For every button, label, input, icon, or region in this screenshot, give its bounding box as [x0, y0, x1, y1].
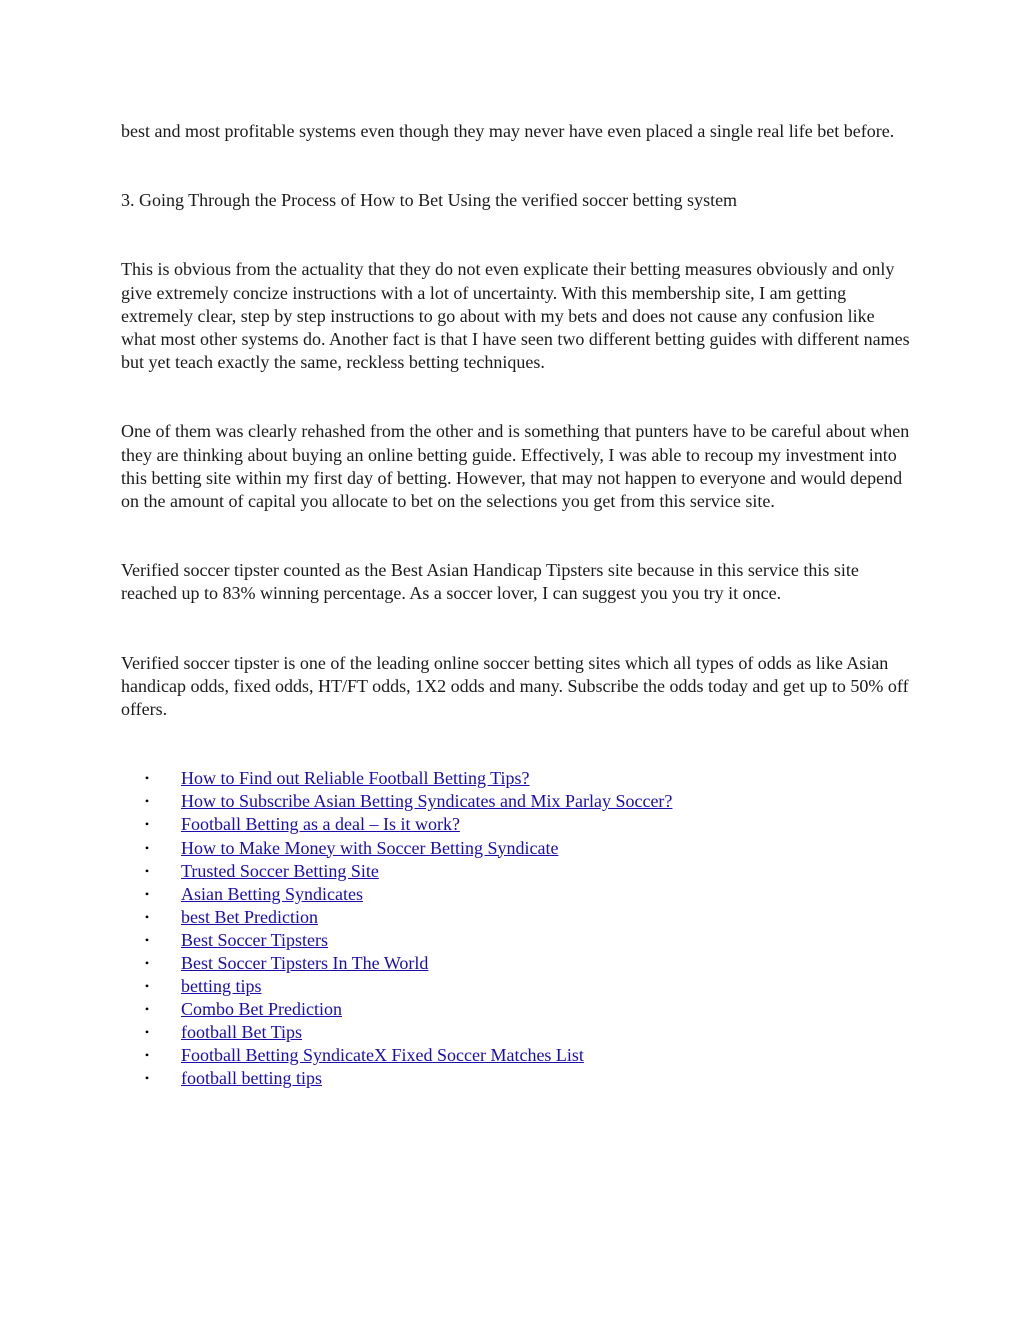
- link-subscribe-asian-betting-syndicates[interactable]: How to Subscribe Asian Betting Syndicates and Mix Parlay Soccer?: [181, 791, 673, 812]
- link-trusted-soccer-betting-site[interactable]: Trusted Soccer Betting Site: [181, 860, 379, 881]
- bullet-icon: •: [144, 1025, 150, 1040]
- list-item: [121, 906, 911, 929]
- list-item: [121, 790, 911, 813]
- list-item: [121, 1044, 911, 1067]
- document-body: [121, 120, 911, 1091]
- list-item: [121, 929, 911, 952]
- paragraph-asian-handicap: Verified soccer tipster counted as the Best Asian Handicap Tipsters site because in this service this site reached up to 83% winning percentage. As a soccer lover, I can suggest you you try it once.: [121, 560, 859, 604]
- link-betting-tips[interactable]: betting tips: [181, 976, 262, 997]
- paragraph-rehashed-guide: One of them was clearly rehashed from the other and is something that punters have to be careful about when they are thinking about buying an online betting guide. Effectively, I was able to recoup my investment into this betting site within my first day of betting. However, that may not happen to everyone and would depend on the amount of capital you allocate to bet on the selections you get from this service site.: [121, 421, 910, 512]
- paragraph-betting-measures: This is obvious from the actuality that they do not even explicate their betting measures obviously and only give extremely concize instructions with a lot of uncertainty. With this membership site, I am getting extremely clear, step by step instructions to go about with my bets and does not cause any confusion like what most other systems do. Another fact is that I have seen two different betting guides with different names but yet teach exactly the same, reckless betting techniques.: [121, 259, 910, 373]
- bullet-icon: •: [144, 794, 150, 809]
- bullet-icon: •: [144, 1048, 150, 1063]
- bullet-icon: •: [144, 886, 150, 901]
- related-links-list: [121, 767, 911, 1090]
- paragraph-odds-offer: Verified soccer tipster is one of the leading online soccer betting sites which all types of odds as like Asian handicap odds, fixed odds, HT/FT odds, 1X2 odds and many. Subscribe the odds today and get up to 50% off offers.: [121, 652, 909, 720]
- link-best-bet-prediction[interactable]: best Bet Prediction: [181, 906, 318, 927]
- link-best-soccer-tipsters[interactable]: Best Soccer Tipsters: [181, 929, 329, 950]
- list-item: [121, 952, 911, 975]
- link-combo-bet-prediction[interactable]: Combo Bet Prediction: [181, 999, 342, 1020]
- bullet-icon: •: [144, 979, 150, 994]
- list-item: [121, 1067, 911, 1090]
- list-item: [121, 767, 911, 790]
- list-item: [121, 837, 911, 860]
- list-item: [121, 1021, 911, 1044]
- link-football-betting-as-deal[interactable]: Football Betting as a deal – Is it work?: [181, 814, 460, 835]
- bullet-icon: •: [144, 817, 150, 832]
- bullet-icon: •: [144, 863, 150, 878]
- bullet-icon: •: [144, 840, 150, 855]
- bullet-icon: •: [144, 909, 150, 924]
- link-reliable-football-betting-tips[interactable]: How to Find out Reliable Football Betting Tips?: [181, 768, 530, 789]
- link-asian-betting-syndicates[interactable]: Asian Betting Syndicates: [181, 883, 363, 904]
- link-best-soccer-tipsters-world[interactable]: Best Soccer Tipsters In The World: [181, 953, 429, 973]
- paragraph-intro-continuation: best and most profitable systems even though they may never have even placed a single real life bet before.: [121, 121, 895, 141]
- list-item: [121, 883, 911, 906]
- list-item: [121, 998, 911, 1021]
- list-item: [121, 975, 911, 998]
- list-item: [121, 813, 911, 836]
- link-football-betting-syndicatex[interactable]: Football Betting SyndicateX Fixed Soccer Matches List: [181, 1045, 584, 1066]
- list-item: [121, 860, 911, 883]
- section-heading: 3. Going Through the Process of How to Bet Using the verified soccer betting system: [121, 190, 738, 211]
- bullet-icon: •: [144, 771, 150, 786]
- bullet-icon: •: [144, 1002, 150, 1017]
- bullet-icon: •: [144, 932, 150, 947]
- link-football-bet-tips[interactable]: football Bet Tips: [181, 1022, 303, 1043]
- link-make-money-soccer-syndicate[interactable]: How to Make Money with Soccer Betting Syndicate: [181, 837, 559, 858]
- bullet-icon: •: [144, 956, 150, 970]
- link-football-betting-tips[interactable]: football betting tips: [181, 1068, 322, 1089]
- bullet-icon: •: [144, 1071, 150, 1086]
